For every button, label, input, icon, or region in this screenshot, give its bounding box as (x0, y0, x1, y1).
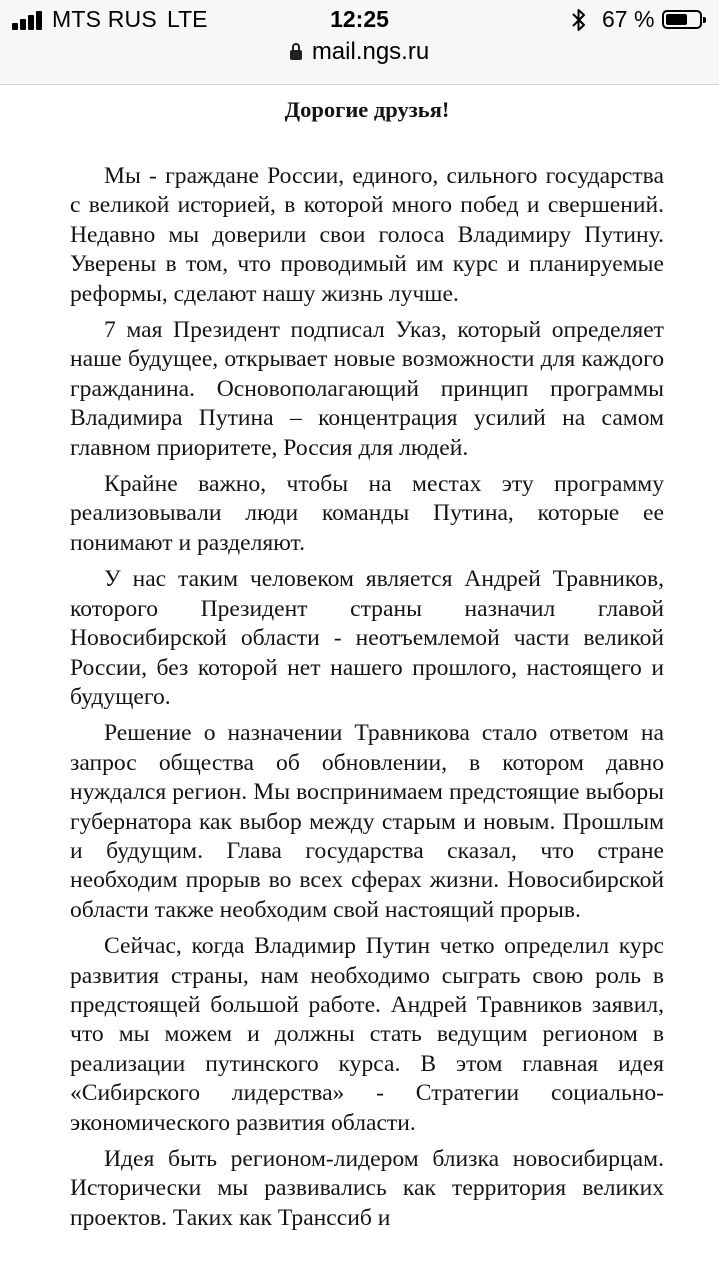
lock-icon (290, 44, 302, 60)
letter-paragraph: Мы - граждане России, единого, сильного государства с великой историей, в которой много побед и свершений. Недавно мы доверили свои голоса Владимиру Путину. Уверены в том, что проводимый им курс и планируемые реформы, сделают нашу жизнь лучше. (70, 163, 664, 307)
letter-heading: Дорогие друзья! (284, 97, 450, 122)
status-bar (0, 0, 719, 40)
address-bar[interactable] (0, 38, 719, 74)
carrier-name: MTS RUS (52, 6, 157, 32)
bluetooth-icon (571, 8, 587, 32)
network-type: LTE (167, 6, 208, 32)
browser-chrome (0, 0, 719, 85)
battery-level-fill (666, 14, 687, 25)
status-time: 12:25 (330, 6, 389, 32)
letter-paragraph: Сейчас, когда Владимир Путин четко определил курс развития страны, нам необходимо сыграть свою роль в предстоящей большой работе. Андрей Травников заявил, что мы можем и должны стать ведущим регионом в реализации путинского курса. В этом главная идея «Сибирского лидерства» - Стратегии социально-экономического развития области. (70, 933, 664, 1136)
letter-paragraph: Идея быть регионом-лидером близка новосибирцам. Исторически мы развивались как территория великих проектов. Таких как Транссиб и (70, 1146, 664, 1231)
letter-paragraph: У нас таким человеком является Андрей Травников, которого Президент страны назначил главой Новосибирской области - неотъемлемой части великой России, без которой нет нашего прошлого, настоящего и будущего. (70, 566, 664, 710)
letter-document (70, 96, 664, 1240)
battery-percentage: 67 % (602, 6, 655, 32)
url-text: mail.ngs.ru (311, 38, 430, 65)
letter-paragraph: Решение о назначении Травникова стало ответом на запрос общества об обновлении, в котором давно нуждался регион. Мы воспринимаем предстоящие выборы губернатора как выбор между старым и новым. Прошлым и будущим. Глава государства сказал, что стране необходим прорыв во всех сферах жизни. Новосибирской области также необходим свой настоящий прорыв. (70, 720, 664, 923)
letter-paragraph: 7 мая Президент подписал Указ, который определяет наше будущее, открывает новые возможности для каждого гражданина. Основополагающий принцип программы Владимира Путина – концентрация усилий на самом главном приоритете, Россия для людей. (70, 317, 664, 461)
letter-paragraph: Крайне важно, чтобы на местах эту программу реализовывали люди команды Путина, которые ее понимают и разделяют. (70, 471, 664, 556)
battery-icon (662, 10, 702, 29)
